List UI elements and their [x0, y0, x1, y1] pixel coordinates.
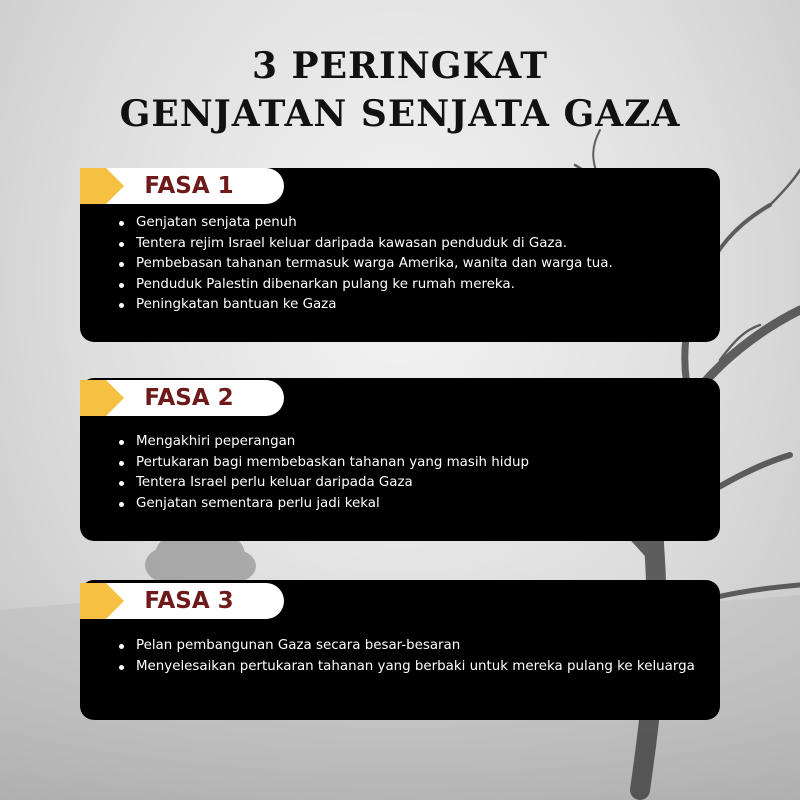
list-item: Pertukaran bagi membebaskan tahanan yang masih hidup [117, 453, 697, 474]
phase-2-tab [80, 380, 284, 416]
list-item: Pembebasan tahanan termasuk warga Amerika, wanita dan warga tua. [117, 254, 697, 275]
phase-1-tab [80, 168, 284, 204]
phase-3-list [117, 636, 697, 677]
title-line-1: 3 PERINGKAT [251, 45, 549, 87]
phase-2-label: FASA 2 [144, 385, 234, 411]
phase-1-list [117, 213, 697, 316]
list-item: Genjatan sementara perlu jadi kekal [117, 494, 697, 515]
list-item: Genjatan senjata penuh [117, 213, 697, 234]
phase-2-list [117, 432, 697, 514]
phase-1-label: FASA 1 [144, 173, 234, 199]
list-item: Tentera Israel perlu keluar daripada Gaza [117, 473, 697, 494]
list-item: Penduduk Palestin dibenarkan pulang ke rumah mereka. [117, 275, 697, 296]
phase-3-tab [80, 583, 284, 619]
list-item: Peningkatan bantuan ke Gaza [117, 295, 697, 316]
page-title [0, 42, 800, 138]
list-item: Menyelesaikan pertukaran tahanan yang berbaki untuk mereka pulang ke keluarga [117, 657, 697, 678]
list-item: Tentera rejim Israel keluar daripada kawasan penduduk di Gaza. [117, 234, 697, 255]
list-item: Pelan pembangunan Gaza secara besar-besaran [117, 636, 697, 657]
phase-3-label: FASA 3 [144, 588, 234, 614]
title-line-2: GENJATAN SENJATA GAZA [119, 93, 681, 135]
list-item: Mengakhiri peperangan [117, 432, 697, 453]
